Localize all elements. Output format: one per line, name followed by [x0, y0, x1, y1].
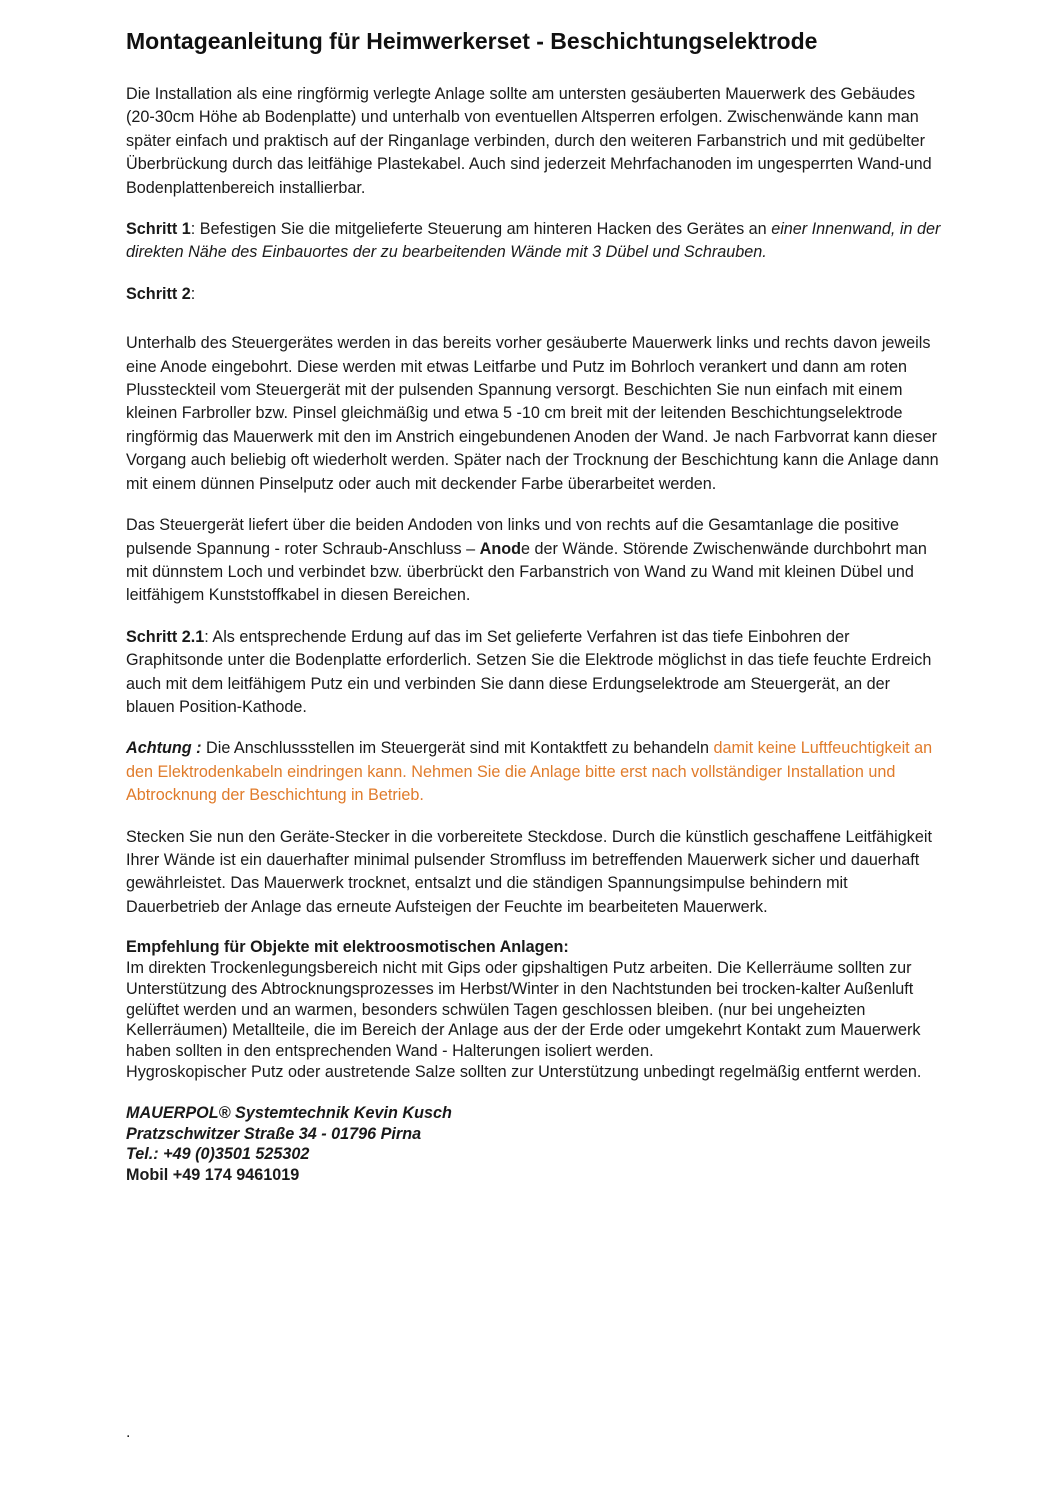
step2-paragraph-1: Unterhalb des Steuergerätes werden in das bereits vorher gesäuberte Mauerwerk links und rechts davon jeweils eine Anode eingebohrt. Diese werden mit etwas Leitfarbe und Putz im Bohrloch verankert und dann am roten Plussteckteil vom Steuergerät mit der pulsenden Spannung versorgt. Beschichten Sie nun einfach mit einem kleinen Farbroller bzw. Pinsel gleichmäßig und etwa 5 -10 cm breit mit der leitenden Beschichtungselektrode ringförmig das Mauerwerk mit den im Anstrich eingebundenen Anoden der Wand. Je nach Farbvorrat kann dieser Vorgang auch beliebig oft wiederholt werden. Später nach der Trocknung der Beschichtung kann die Anlage dann mit einem dünnen Pinselputz oder auch mit deckender Farbe überarbeitet werden.: [126, 334, 939, 493]
recommendation-heading: [126, 937, 941, 958]
recommendation-text-2: Hygroskopischer Putz oder austretende Salze sollten zur Unterstützung unbedingt regelmäßig entfernt werden.: [126, 1062, 922, 1081]
step2-heading: [126, 283, 941, 306]
step21-separator: :: [204, 627, 213, 646]
step1-separator: :: [190, 220, 200, 239]
warning-highlight: damit keine Luftfeuchtigkeit an den Elektrodenkabeln eindringen kann. Nehmen Sie die Anlage bitte erst nach vollständiger Installation und Abtrocknung der Beschichtung in Betrieb.: [126, 739, 933, 805]
step21-text: Als entsprechende Erdung auf das im Set gelieferte Verfahren ist das tiefe Einbohren der Graphitsonde unter die Bodenplatte erforderlich. Setzen Sie die Elektrode möglichst in das tiefe feuchte Erdreich auch mit dem leitfähigem Putz ein und verbinden Sie dann diese Erdungselektrode am Steuergerät, an der blauen Position-Kathode.: [126, 627, 932, 716]
step2-separator: :: [190, 284, 196, 303]
step2-para2-start: Das Steuergerät liefert über die beiden Andoden von links und von rechts auf die Gesamtanlage die positive pulsende Spannung - roter Schraub-Anschluss –: [126, 516, 899, 558]
contact-phone: Tel.: +49 (0)3501 525302: [126, 1145, 310, 1164]
recommendation-text-1: Im direkten Trockenlegungsbereich nicht mit Gips oder gipshaltigen Putz arbeiten. Die Kellerräume sollten zur Unterstützung des Abtrocknungsprozesses im Herbst/Winter in den Nachtstunden bei trocken-kalter Außenluft gelüftet werden und an warmen, besonders schwülen Tagen geschlossen bleiben. (nur bei ungeheizten Kellerräumen) Metallteile, die im Bereich der Anlage aus der der Erde oder umgekehrt Kontakt zum Mauerwerk haben sollten in den entsprechenden Wand - Halterungen isoliert werden.: [126, 958, 921, 1061]
document-page: [126, 24, 941, 1186]
step21-label: Schritt 2.1: [126, 627, 205, 646]
step2-para2-end: e der Wände. Störende Zwischenwände durchbohrt man mit dünnstem Loch und verbindet bzw. überbrückt den Farbanstrich von Wand zu Wand mit kleinen Dübel und leitfähigem Kunststoffkabel in diesen Bereichen.: [126, 539, 927, 605]
step1-italic-text: einer Innenwand, in der direkten Nähe des Einbauortes der zu bearbeitenden Wände mit 3 Dübel und Schrauben.: [126, 220, 941, 262]
step1-text: Befestigen Sie die mitgelieferte Steuerung am hinteren Hacken des Gerätes an: [199, 220, 772, 239]
step2-para2-bold: Anod: [479, 539, 522, 558]
warning-paragraph: [126, 737, 941, 807]
step1-paragraph: [126, 218, 941, 265]
contact-company: MAUERPOL® Systemtechnik Kevin Kusch: [126, 1103, 452, 1122]
contact-mobile: Mobil +49 174 9461019: [126, 1166, 300, 1185]
step21-paragraph: [126, 626, 941, 720]
footer-mark: .: [126, 1424, 131, 1441]
step2-label: Schritt 2: [126, 284, 191, 303]
step1-label: Schritt 1: [126, 220, 191, 239]
recommendation-heading-text: Empfehlung für Objekte mit elektroosmotischen Anlagen:: [126, 938, 569, 957]
warning-text: Die Anschlussstellen im Steuergerät sind mit Kontaktfett zu behandeln: [201, 739, 714, 758]
closing-paragraph: Stecken Sie nun den Geräte-Stecker in die vorbereitete Steckdose. Durch die künstlich geschaffene Leitfähigkeit Ihrer Wände ist ein dauerhafter minimal pulsender Stromfluss im betreffenden Mauerwerk sicher und dauerhaft gewährleistet. Das Mauerwerk trocknet, entsalzt und die ständigen Spannungsimpulse behindern mit Dauerbetrieb der Anlage das erneute Aufsteigen der Feuchte im bearbeiteten Mauerwerk.: [126, 827, 932, 916]
contact-block: [126, 1103, 941, 1186]
warning-label: Achtung :: [126, 739, 202, 758]
step2-paragraph-2: [126, 514, 941, 608]
contact-address: Pratzschwitzer Straße 34 - 01796 Pirna: [126, 1124, 422, 1143]
recommendation-section: [126, 937, 941, 1083]
intro-paragraph: Die Installation als eine ringförmig verlegte Anlage sollte am untersten gesäuberten Mauerwerk des Gebäudes (20-30cm Höhe ab Bodenplatte) und unterhalb von eventuellen Altsperren erfolgen. Zwischenwände kann man später einfach und praktisch auf der Ringanlage verbinden, durch den weiteren Farbanstrich und mit gedübelter Überbrückung durch das leitfähige Plastekabel. Auch sind jederzeit Mehrfachanoden im ungesperrten Wand-und Bodenplattenbereich installierbar.: [126, 85, 932, 197]
document-title: Montageanleitung für Heimwerkerset - Beschichtungselektrode: [126, 28, 818, 54]
